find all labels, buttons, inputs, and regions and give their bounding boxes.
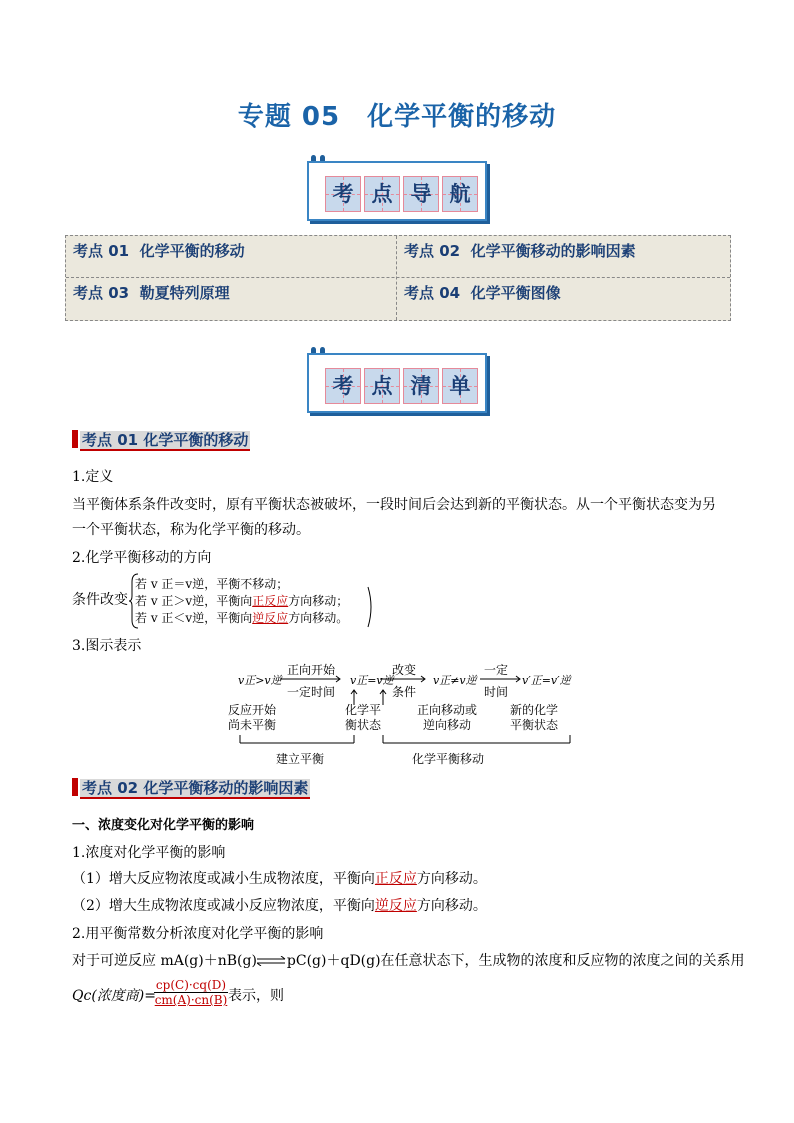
paragraph: 2.用平衡常数分析浓度对化学平衡的影响 bbox=[72, 926, 324, 942]
reversible-arrow-icon bbox=[257, 956, 287, 966]
stage-label: 正向移动或 逆向移动 bbox=[417, 703, 478, 732]
qc-denominator: cm(A)·cn(B) bbox=[154, 993, 228, 1007]
nav-item-04[interactable]: 考点 04 化学平衡图像 bbox=[404, 284, 561, 302]
badge-char: 点 bbox=[364, 176, 400, 212]
nav-item-02[interactable]: 考点 02 化学平衡移动的影响因素 bbox=[404, 242, 636, 260]
nav-item-01[interactable]: 考点 01 化学平衡的移动 bbox=[73, 242, 245, 260]
state-disturbed: v正≠v逆 bbox=[433, 674, 477, 687]
condition-label: 条件改变 bbox=[72, 592, 128, 608]
qc-label: Qc(浓度商)= bbox=[72, 988, 156, 1004]
condition-case: 若 v 正＝v逆，平衡不移动； bbox=[135, 577, 289, 591]
arrow-label-top: 一定 bbox=[484, 663, 509, 677]
section-badge-nav bbox=[303, 155, 486, 219]
badge-char: 点 bbox=[364, 368, 400, 404]
arrow-label-bottom: 一定时间 bbox=[287, 685, 336, 699]
state-new: v′正=v′逆 bbox=[522, 674, 571, 687]
arrow-label-top: 正向开始 bbox=[287, 663, 336, 677]
badge-char: 导 bbox=[403, 176, 439, 212]
definition-title: 1.定义 bbox=[72, 469, 114, 485]
bracket-label: 化学平衡移动 bbox=[412, 752, 485, 766]
stage-label: 化学平 衡状态 bbox=[345, 703, 382, 732]
section-badge-list bbox=[303, 347, 486, 411]
condition-case: 若 v 正＞v逆，平衡向正反应方向移动； bbox=[135, 594, 349, 608]
badge-char: 航 bbox=[442, 176, 478, 212]
bracket-label: 建立平衡 bbox=[276, 752, 325, 766]
definition-line: 一个平衡状态，称为化学平衡的移动。 bbox=[72, 522, 310, 538]
section-heading-01: 考点 01 化学平衡的移动 bbox=[72, 429, 250, 451]
arrow-label-top: 改变 bbox=[392, 663, 417, 677]
state-before: v正>v逆 bbox=[238, 674, 282, 687]
qc-tail: 表示，则 bbox=[228, 988, 284, 1004]
topic-navigation-table bbox=[65, 235, 731, 321]
badge-char: 考 bbox=[325, 368, 361, 404]
definition-line: 当平衡体系条件改变时，原有平衡状态被破坏，一段时间后会达到新的平衡状态。从一个平衡状态变为另 bbox=[72, 497, 716, 513]
state-equilibrium: v正=v逆 bbox=[350, 674, 394, 687]
page-title: 专题 05 化学平衡的移动 bbox=[237, 102, 557, 132]
paragraph: （1）增大反应物浓度或减小生成物浓度，平衡向正反应方向移动。 bbox=[72, 871, 487, 887]
qc-fraction bbox=[154, 978, 228, 1007]
right-paren-icon bbox=[366, 585, 376, 629]
reaction-sentence: 对于可逆反应 mA(g)＋nB(g) pC(g)＋qD(g)在任意状态下，生成物的浓度和反应物的浓度之间的关系用 bbox=[72, 953, 745, 969]
badge-char: 清 bbox=[403, 368, 439, 404]
condition-case: 若 v 正＜v逆，平衡向逆反应方向移动。 bbox=[135, 611, 349, 625]
badge-char: 考 bbox=[325, 176, 361, 212]
paragraph: 1.浓度对化学平衡的影响 bbox=[72, 845, 226, 861]
stage-label: 新的化学 平衡状态 bbox=[510, 703, 559, 732]
figure-title: 3.图示表示 bbox=[72, 638, 142, 654]
paragraph: （2）增大生成物浓度或减小反应物浓度，平衡向逆反应方向移动。 bbox=[72, 898, 487, 914]
arrow-label-bottom: 条件 bbox=[392, 685, 417, 699]
arrow-label-bottom: 时间 bbox=[484, 685, 509, 699]
qc-numerator: cp(C)·cq(D) bbox=[155, 978, 227, 992]
direction-title: 2.化学平衡移动的方向 bbox=[72, 550, 212, 566]
badge-char: 单 bbox=[442, 368, 478, 404]
section-heading-02: 考点 02 化学平衡移动的影响因素 bbox=[72, 777, 310, 799]
stage-label: 反应开始 尚未平衡 bbox=[228, 703, 277, 732]
subsection-title: 一、浓度变化对化学平衡的影响 bbox=[72, 818, 255, 833]
nav-item-03[interactable]: 考点 03 勒夏特列原理 bbox=[73, 284, 230, 302]
